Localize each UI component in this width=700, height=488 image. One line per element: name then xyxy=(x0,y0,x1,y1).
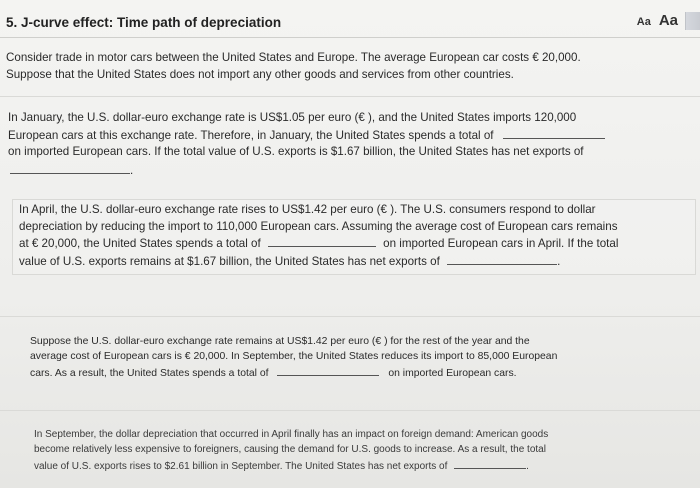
january-net-exports-row xyxy=(8,162,696,180)
rest-line-1: Suppose the U.S. dollar-euro exchange rate remains at US$1.42 per euro (€ ) for the rest of the year and the xyxy=(30,336,530,347)
section-divider xyxy=(0,410,700,411)
april-line-3-row xyxy=(19,235,695,253)
january-line-2-row xyxy=(8,127,696,145)
rest-of-year-paragraph xyxy=(30,334,690,381)
september-line-2: become relatively less expensive to foreigners, causing the demand for U.S. goods to increase. As a result, the total xyxy=(34,443,546,455)
january-import-spending-input[interactable] xyxy=(503,127,605,139)
april-period: . xyxy=(557,254,561,268)
intro-line-1: Consider trade in motor cars between the United States and Europe. The average European car costs € 20,000. xyxy=(6,51,581,64)
section-divider xyxy=(0,316,700,317)
intro-line-2: Suppose that the United States does not import any other goods and services from other countries. xyxy=(6,67,514,81)
january-paragraph xyxy=(8,110,696,179)
april-line-4: value of U.S. exports remains at $1.67 billion, the United States has net exports of xyxy=(19,254,440,268)
january-line-1: In January, the U.S. dollar-euro exchange rate is US$1.05 per euro (€ ), and the United States imports 120,000 xyxy=(8,111,577,124)
april-line-4-row xyxy=(19,253,695,271)
intro-paragraph xyxy=(6,50,696,83)
rest-line-3a: cars. As a result, the United States spends a total of xyxy=(30,368,269,379)
april-net-exports-input[interactable] xyxy=(447,253,557,265)
april-line-2: depreciation by reducing the import to 110,000 European cars. Assuming the average cost of European cars remains xyxy=(19,219,618,233)
january-net-exports-input[interactable] xyxy=(10,162,130,174)
font-size-large-button[interactable]: Aa xyxy=(658,12,678,29)
font-size-small-button[interactable]: Aa xyxy=(636,16,651,28)
september-period: . xyxy=(526,461,529,472)
font-size-controls xyxy=(637,12,678,29)
rest-line-2: average cost of European cars is € 20,000. In September, the United States reduces its import to 85,000 European xyxy=(30,351,558,362)
september-line-1: In September, the dollar depreciation that occurred in April finally has an impact on foreign demand: American goods xyxy=(34,429,549,440)
april-line-1: In April, the U.S. dollar-euro exchange rate rises to US$1.42 per euro (€ ). The U.S. consumers respond to dollar xyxy=(19,203,596,216)
september-line-3-row xyxy=(34,457,694,475)
january-period: . xyxy=(130,163,134,177)
september-import-spending-input[interactable] xyxy=(277,364,379,376)
header-divider xyxy=(0,37,700,38)
question-title: 5. J-curve effect: Time path of depreciation xyxy=(6,15,282,30)
rest-line-3b: on imported European cars. xyxy=(388,368,517,379)
september-net-exports-input[interactable] xyxy=(454,457,526,469)
april-line-3b: on imported European cars in April. If the total xyxy=(383,237,619,250)
september-paragraph xyxy=(34,428,694,475)
rest-line-3-row xyxy=(30,364,690,381)
section-divider xyxy=(0,96,700,97)
september-line-3: value of U.S. exports rises to $2.61 billion in September. The United States has net exports of xyxy=(34,461,448,472)
side-panel-tab[interactable] xyxy=(685,12,700,30)
april-line-3a: at € 20,000, the United States spends a total of xyxy=(19,237,261,250)
april-paragraph xyxy=(12,199,696,275)
january-line-2: European cars at this exchange rate. Therefore, in January, the United States spends a total of xyxy=(8,128,494,142)
april-import-spending-input[interactable] xyxy=(268,235,376,247)
january-line-3: on imported European cars. If the total value of U.S. exports is $1.67 billion, the United States has net exports of xyxy=(8,145,584,158)
